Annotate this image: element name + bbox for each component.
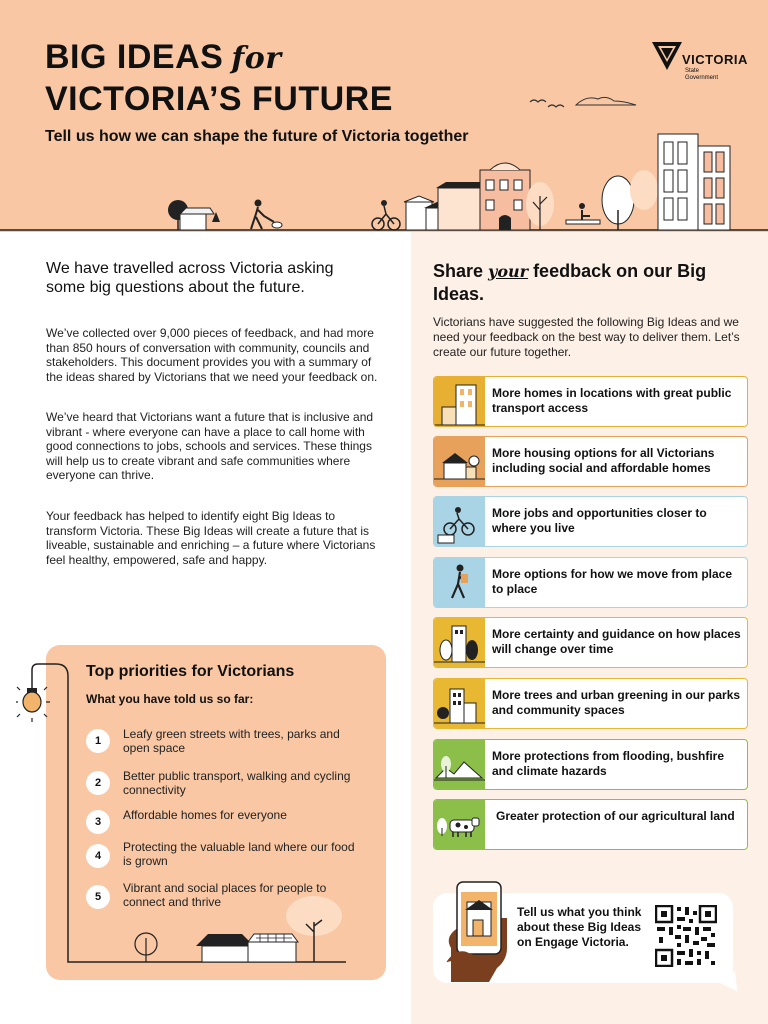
title-for: for xyxy=(231,41,282,76)
logo-sub xyxy=(685,68,718,82)
priorities-title: Top priorities for Victorians xyxy=(86,663,295,680)
page-subtitle: Tell us how we can shape the future of Victoria together xyxy=(45,128,469,145)
share-heading-post: feedback on our Big Ideas. xyxy=(433,261,707,304)
intro-paragraph-2: We’ve heard that Victorians want a future that is inclusive and vibrant - where everyone can have a place to call home with good connections to jobs, schools and services. These things will help us to create vibrant and safe communities where everyone can thrive. xyxy=(46,410,374,483)
intro-paragraph-1: We’ve collected over 9,000 pieces of feedback, and had more than 850 hours of conversation with community, councils and stakeholders. This document provides you with a summary of the ideas shared by Victorians that we need your feedback on. xyxy=(46,326,378,384)
priority-item xyxy=(86,727,366,761)
engage-text: Tell us what you think about these Big Ideas on Engage Victoria. xyxy=(517,905,642,949)
big-idea-text: Greater protection of our agricultural land xyxy=(496,809,735,823)
victoria-government-logo xyxy=(652,42,748,86)
big-idea-card[interactable] xyxy=(433,739,748,790)
priority-text: Affordable homes for everyone xyxy=(123,808,287,822)
big-idea-card[interactable] xyxy=(433,376,748,427)
tree-building-icon xyxy=(434,679,485,728)
big-idea-text: More housing options for all Victorians including social and affordable homes xyxy=(492,446,715,475)
cow-icon xyxy=(434,800,485,849)
priority-item xyxy=(86,808,366,842)
qr-code-icon[interactable] xyxy=(655,905,717,967)
title-line-1 xyxy=(45,38,282,77)
logo-sub-state: State xyxy=(685,68,700,74)
share-heading xyxy=(433,260,743,306)
priorities-subtitle: What you have told us so far: xyxy=(86,692,254,706)
landscape-icon xyxy=(434,740,485,789)
priority-number: 3 xyxy=(86,810,110,834)
house-icon xyxy=(434,437,485,486)
big-idea-text: More trees and urban greening in our parks and community spaces xyxy=(492,688,741,717)
logo-word: VICTORIA xyxy=(682,52,748,67)
title-big-ideas: BIG IDEAS xyxy=(45,38,224,76)
priority-item xyxy=(86,881,366,915)
big-idea-card[interactable] xyxy=(433,436,748,487)
priority-number: 5 xyxy=(86,885,110,909)
apartment-icon xyxy=(434,377,485,426)
logo-sub-government: Government xyxy=(685,75,719,81)
cyclist-icon xyxy=(434,497,485,546)
big-idea-text: More jobs and opportunities closer to where you live xyxy=(492,506,707,535)
townscape-illustration xyxy=(0,90,768,232)
priority-text: Better public transport, walking and cycling connectivity xyxy=(123,769,351,797)
big-idea-text: More protections from flooding, bushfire and climate hazards xyxy=(492,749,724,778)
priority-text: Protecting the valuable land where our food is grown xyxy=(123,840,355,868)
big-idea-text: More certainty and guidance on how places will change over time xyxy=(492,627,741,656)
title-line-2: VICTORIA’S FUTURE xyxy=(45,80,393,118)
priority-number: 2 xyxy=(86,771,110,795)
big-idea-card[interactable] xyxy=(433,557,748,608)
priority-number: 1 xyxy=(86,729,110,753)
share-heading-pre: Share xyxy=(433,261,489,281)
priority-number: 4 xyxy=(86,844,110,868)
priorities-panel xyxy=(46,645,386,980)
walker-icon xyxy=(434,558,485,607)
big-idea-card[interactable] xyxy=(433,678,748,729)
intro-heading: We have travelled across Victoria asking some big questions about the future. xyxy=(46,260,334,296)
victoria-logo-mark-icon xyxy=(652,42,682,72)
share-heading-your: your xyxy=(488,262,529,281)
big-idea-text: More options for how we move from place to place xyxy=(492,567,733,596)
priority-item xyxy=(86,769,366,803)
big-idea-card[interactable] xyxy=(433,496,748,547)
priority-text: Leafy green streets with trees, parks and open space xyxy=(123,727,340,755)
phone-in-hand-icon xyxy=(445,878,513,982)
priority-item xyxy=(86,840,366,874)
big-idea-card[interactable] xyxy=(433,617,748,668)
big-idea-card[interactable] xyxy=(433,799,748,850)
big-idea-text: More homes in locations with great public transport access xyxy=(492,386,732,415)
share-paragraph: Victorians have suggested the following Big Ideas and we need your feedback on the best way to deliver them. Let’s create our future together. xyxy=(433,315,740,359)
city-icon xyxy=(434,618,485,667)
intro-paragraph-3: Your feedback has helped to identify eight Big Ideas to transform Victoria. These Big Ideas will create a future that is liveable, sustainable and enriching – a future where Victorians feel healthy, empowered, safe and happy. xyxy=(46,509,376,567)
priority-text: Vibrant and social places for people to connect and thrive xyxy=(123,881,327,909)
lightbulb-icon xyxy=(16,687,50,722)
header-banner xyxy=(0,0,768,232)
